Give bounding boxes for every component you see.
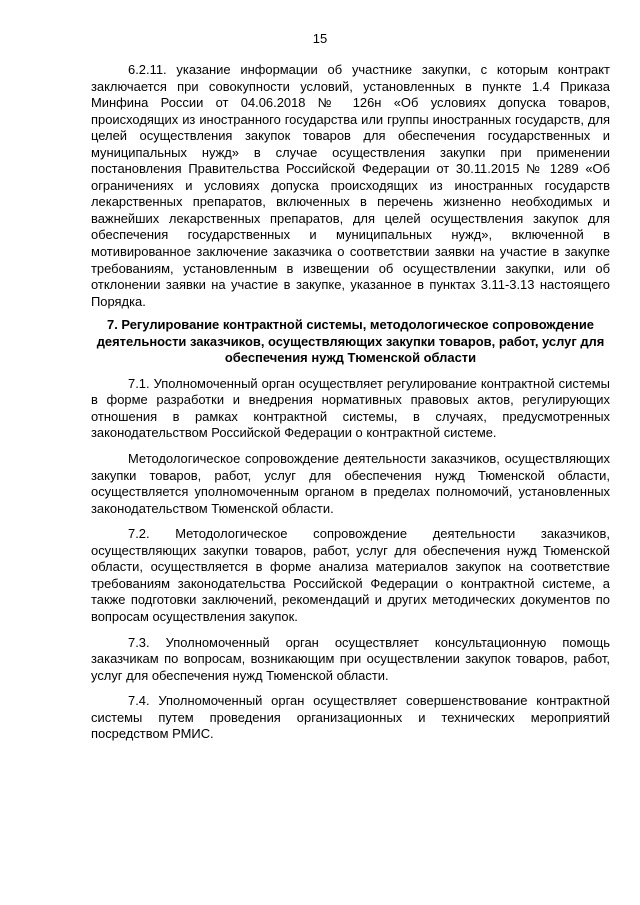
paragraph-7-2: 7.2. Методологическое сопровождение деятельности заказчиков, осуществляющих закупки товаров, работ, услуг для обеспечения нужд Тюменской области, осуществляется в форме анализа материалов закупок на соответствие требованиям законодательства Российской Федерации о контрактной системе, а также подготовки заключений, рекомендаций и других методических документов по вопросам осуществления закупок. [91,526,610,624]
paragraph-6-2-11: 6.2.11. указание информации об участнике закупки, с которым контракт заключается при совокупности условий, установленных в пункте 1.4 Приказа Минфина России от 04.06.2018 № 126н «Об условиях допуска товаров, происходящих из иностранного государства или группы иностранных государств, для целей осуществления закупок товаров для обеспечения государственных и муниципальных нужд» в случае осуществления закупки при применении постановления Правительства Российской Федерации от 30.11.2015 № 1289 «Об ограничениях и условиях допуска происходящих из иностранных государств лекарственных препаратов, включенных в перечень жизненно необходимых и важнейших лекарственных препаратов, для целей осуществления закупок для обеспечения государственных и муниципальных нужд», включенной в мотивированное заключение заказчика о соответствии заявки на участие в закупке требованиям, установленным в извещении об осуществлении закупки, или об отклонении заявки на участие в закупке, указанное в пунктах 3.11-3.13 настоящего Порядка. [91,62,610,309]
paragraph-7-1: 7.1. Уполномоченный орган осуществляет регулирование контрактной системы в форме разработки и внедрения нормативных правовых актов, регулирующих отношения в рамках контрактной системы, в случаях, предусмотренных законодательством Российской Федерации о контрактной системе. [91,375,610,441]
section-7-heading: 7. Регулирование контрактной системы, методологическое сопровождение деятельности заказчиков, осуществляющих закупки товаров, работ, услуг для обеспечения нужд Тюменской области [96,317,605,366]
paragraph-7-4: 7.4. Уполномоченный орган осуществляет совершенствование контрактной системы путем проведения организационных и технических мероприятий посредством РМИС. [91,693,610,742]
page-number: 15 [312,31,328,46]
paragraph-methodological-support: Методологическое сопровождение деятельности заказчиков, осуществляющих закупки товаров, работ, услуг для обеспечения нужд Тюменской области, осуществляется уполномоченным органом в пределах полномочий, установленных законодательством Тюменской области. [91,451,610,516]
paragraph-7-3: 7.3. Уполномоченный орган осуществляет консультационную помощь заказчикам по вопросам, возникающим при осуществлении закупок товаров, работ, услуг для обеспечения нужд Тюменской области. [91,634,610,683]
page-content [91,62,610,743]
